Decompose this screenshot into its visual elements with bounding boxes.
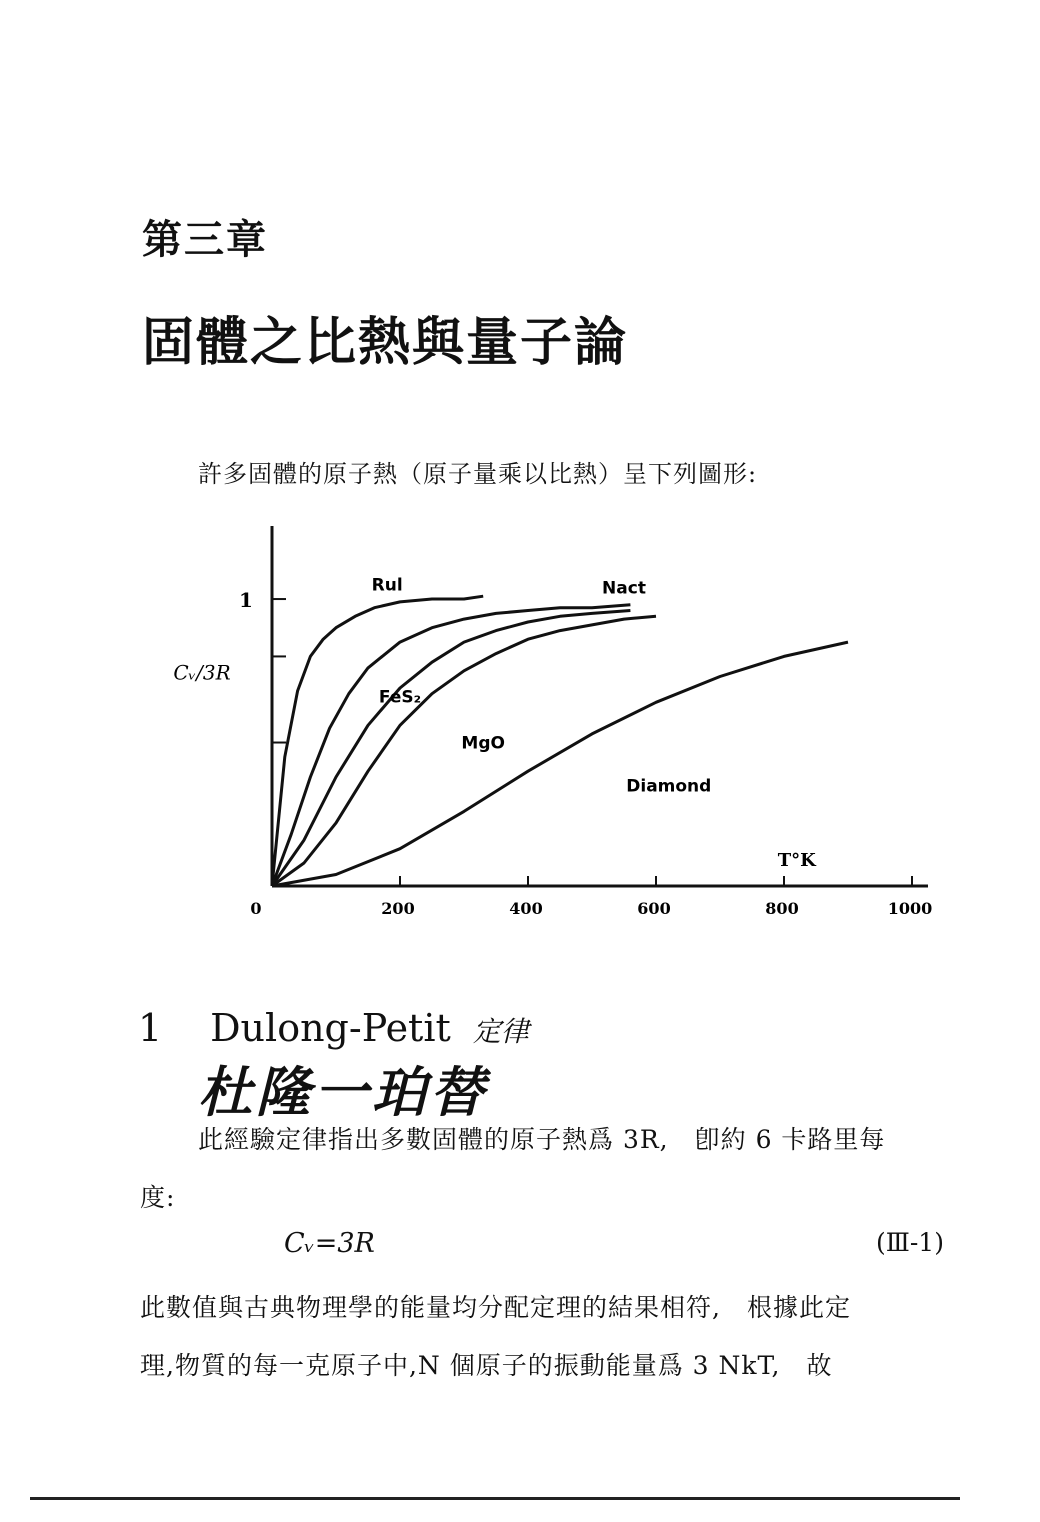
specific-heat-chart — [150, 520, 950, 940]
paragraph-line-4: 理,物質的每一克原子中,N 個原子的振動能量爲 3 NkT, 故 — [140, 1351, 833, 1380]
chapter-title: 固體之比熱與量子論 — [142, 312, 629, 373]
section-heading — [138, 1006, 529, 1050]
curve-fes₂ — [272, 611, 630, 887]
bottom-rule — [30, 1497, 960, 1500]
x-tick-label: 200 — [381, 899, 415, 918]
equation: Cᵥ=3R — [284, 1228, 375, 1259]
section-number: 1 — [138, 1006, 163, 1050]
equation-number: (Ⅲ-1) — [876, 1228, 944, 1257]
x-tick-label: 0 — [250, 899, 262, 918]
curve-nact — [272, 605, 630, 886]
intro-text: 許多固體的原子熱（原子量乘以比熱）呈下列圖形: — [198, 460, 758, 488]
paragraph-line-1: 此經驗定律指出多數固體的原子熱爲 3R, 卽約 6 卡路里每 — [198, 1125, 886, 1154]
paragraph-line-3: 此數值與古典物理學的能量均分配定理的結果相符, 根據此定 — [140, 1293, 851, 1322]
curve-label: MgO — [461, 733, 505, 754]
paragraph-line-2: 度: — [140, 1183, 176, 1212]
curve-label: Rul — [371, 575, 403, 596]
handwritten-annotation: 杜隆一珀替 — [198, 1060, 488, 1124]
x-tick-label: 600 — [637, 899, 671, 918]
x-tick-label: 800 — [765, 899, 799, 918]
x-tick-label: 400 — [509, 899, 543, 918]
curve-label: FeS₂ — [378, 687, 422, 708]
y-tick-label: 1 — [239, 588, 253, 613]
y-axis-label: Cᵥ/3R — [173, 660, 231, 685]
x-axis-label: T°K — [777, 850, 816, 871]
section-title: Dulong-Petit — [210, 1006, 451, 1050]
x-tick-label: 1000 — [887, 899, 933, 918]
section-title-suffix: 定律 — [472, 1015, 529, 1048]
curve-label: Diamond — [626, 776, 712, 797]
chapter-label: 第三章 — [142, 216, 268, 263]
curve-label: Nact — [602, 578, 646, 599]
